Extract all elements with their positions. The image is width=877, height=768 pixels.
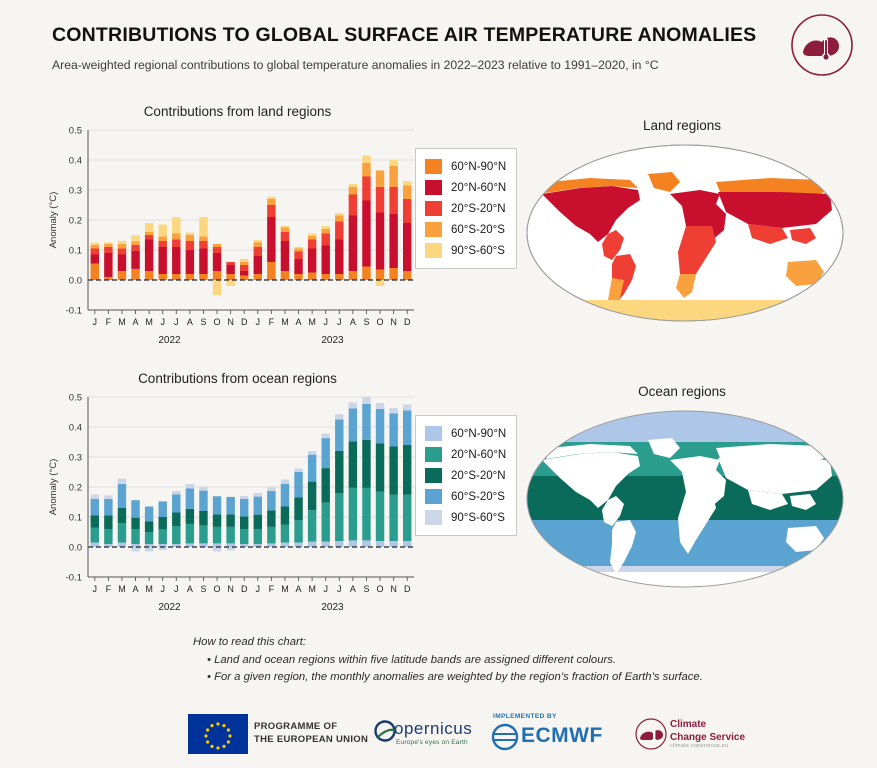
svg-text:M: M <box>281 584 289 594</box>
svg-text:2023: 2023 <box>321 335 344 346</box>
svg-text:O: O <box>213 317 221 327</box>
svg-text:0.1: 0.1 <box>68 512 82 524</box>
svg-text:0.1: 0.1 <box>68 245 82 257</box>
svg-text:M: M <box>118 317 126 327</box>
land-legend <box>415 148 517 269</box>
svg-text:0.2: 0.2 <box>68 215 82 227</box>
svg-text:N: N <box>390 317 397 327</box>
svg-text:A: A <box>349 317 356 327</box>
legend-label: 60°N-90°N <box>451 427 507 440</box>
svg-text:D: D <box>240 584 248 594</box>
header <box>52 24 812 72</box>
legend-item <box>425 486 506 507</box>
page-title: CONTRIBUTIONS TO GLOBAL SURFACE AIR TEMPERATURE ANOMALIES <box>52 24 757 46</box>
land-map-title: Land regions <box>642 118 722 133</box>
legend-swatch <box>425 243 442 258</box>
svg-text:J: J <box>160 317 165 327</box>
eu-line-1: PROGRAMME OF <box>254 721 338 732</box>
copernicus-wordmark: opernicus <box>394 719 473 738</box>
legend-label: 60°N-90°N <box>451 160 507 173</box>
svg-text:F: F <box>105 317 112 327</box>
legend-swatch <box>425 489 442 504</box>
svg-text:O: O <box>376 584 384 594</box>
svg-text:0.5: 0.5 <box>68 392 82 404</box>
svg-text:A: A <box>186 317 193 327</box>
eu-programme-text <box>254 721 368 747</box>
legend-label: 20°S-20°N <box>451 202 506 215</box>
svg-text:0.3: 0.3 <box>68 452 82 464</box>
legend-label: 90°S-60°S <box>451 244 505 257</box>
svg-text:M: M <box>118 584 126 594</box>
svg-text:D: D <box>403 584 411 594</box>
ocean-contributions-chart <box>42 389 422 624</box>
svg-text:O: O <box>376 317 384 327</box>
svg-text:2022: 2022 <box>158 335 181 346</box>
svg-text:0.2: 0.2 <box>68 482 82 494</box>
legend-label: 20°N-60°N <box>451 181 507 194</box>
svg-text:A: A <box>349 584 356 594</box>
svg-text:N: N <box>390 584 397 594</box>
svg-text:Anomaly (°C): Anomaly (°C) <box>48 458 59 516</box>
svg-text:-0.1: -0.1 <box>65 572 82 584</box>
svg-text:J: J <box>255 584 261 594</box>
legend-swatch <box>425 222 442 237</box>
ecmwf-wordmark: ECMWF <box>521 724 603 747</box>
svg-text:J: J <box>92 584 98 594</box>
svg-text:F: F <box>268 317 275 327</box>
legend-label: 60°S-20°S <box>451 223 505 236</box>
notes-bullet-1: • Land and ocean regions within five latitude bands are assigned different colours. <box>207 653 617 666</box>
notes-heading: How to read this chart: <box>193 636 307 648</box>
legend-swatch <box>425 201 442 216</box>
legend-item <box>425 507 506 528</box>
legend-item <box>425 177 506 198</box>
c3s-url: climate.copernicus.eu <box>670 743 729 749</box>
svg-text:0.0: 0.0 <box>68 275 82 287</box>
svg-text:A: A <box>132 584 139 594</box>
land-regions-map <box>520 138 850 328</box>
legend-item <box>425 219 506 240</box>
svg-text:J: J <box>92 317 98 327</box>
legend-swatch <box>425 468 442 483</box>
svg-text:S: S <box>363 317 370 327</box>
land-chart-title: Contributions from land regions <box>143 104 332 119</box>
c3s-line-2: Change Service <box>670 731 746 743</box>
svg-text:J: J <box>337 584 342 594</box>
svg-text:N: N <box>227 317 234 327</box>
svg-text:M: M <box>308 584 316 594</box>
legend-label: 20°N-60°N <box>451 448 507 461</box>
svg-text:M: M <box>308 317 316 327</box>
legend-item <box>425 240 506 261</box>
svg-text:J: J <box>323 317 328 327</box>
land-contributions-chart <box>42 122 422 357</box>
c3s-line-1: Climate <box>670 719 707 730</box>
svg-text:S: S <box>200 317 207 327</box>
how-to-read-notes <box>193 634 703 687</box>
svg-text:J: J <box>160 584 165 594</box>
svg-text:2022: 2022 <box>158 602 181 613</box>
notes-bullet-2: • For a given region, the monthly anomalies are weighted by the region’s fraction of Earth’s surface. <box>207 671 703 683</box>
svg-text:2023: 2023 <box>321 602 344 613</box>
ecmwf-logo <box>489 713 629 755</box>
svg-text:J: J <box>337 317 342 327</box>
svg-text:O: O <box>213 584 221 594</box>
svg-text:0.3: 0.3 <box>68 185 82 197</box>
legend-swatch <box>425 447 442 462</box>
legend-swatch <box>425 426 442 441</box>
svg-text:S: S <box>200 584 207 594</box>
legend-item <box>425 198 506 219</box>
copernicus-logo <box>374 717 504 753</box>
legend-item <box>425 444 506 465</box>
svg-text:A: A <box>132 317 139 327</box>
svg-text:J: J <box>174 317 179 327</box>
svg-text:D: D <box>240 317 248 327</box>
svg-text:F: F <box>105 584 112 594</box>
svg-text:F: F <box>268 584 275 594</box>
svg-text:-0.1: -0.1 <box>65 305 82 317</box>
legend-label: 90°S-60°S <box>451 511 505 524</box>
svg-text:M: M <box>145 584 153 594</box>
svg-text:A: A <box>186 584 193 594</box>
copernicus-tagline: Europe's eyes on Earth <box>396 739 468 746</box>
ocean-regions-map <box>520 404 850 594</box>
svg-text:J: J <box>323 584 328 594</box>
svg-text:S: S <box>363 584 370 594</box>
svg-text:M: M <box>281 317 289 327</box>
ocean-map-title: Ocean regions <box>638 384 726 399</box>
svg-text:0.5: 0.5 <box>68 125 82 137</box>
svg-text:M: M <box>145 317 153 327</box>
svg-text:Anomaly (°C): Anomaly (°C) <box>48 191 59 249</box>
legend-swatch <box>425 159 442 174</box>
climate-change-service-logo-icon <box>789 12 855 78</box>
svg-text:0.0: 0.0 <box>68 542 82 554</box>
legend-item <box>425 465 506 486</box>
legend-swatch <box>425 510 442 525</box>
svg-text:0.4: 0.4 <box>68 422 82 434</box>
svg-text:D: D <box>403 317 411 327</box>
legend-item <box>425 156 506 177</box>
legend-label: 20°S-20°N <box>451 469 506 482</box>
ocean-legend <box>415 415 517 536</box>
svg-text:0.4: 0.4 <box>68 155 82 167</box>
svg-text:J: J <box>174 584 179 594</box>
eu-line-2: THE EUROPEAN UNION <box>254 733 369 745</box>
c3s-name <box>670 719 745 744</box>
svg-text:A: A <box>295 584 302 594</box>
implemented-by-label: IMPLEMENTED BY <box>493 713 557 720</box>
footer <box>0 705 877 765</box>
legend-label: 60°S-20°S <box>451 490 505 503</box>
svg-text:A: A <box>295 317 302 327</box>
svg-text:N: N <box>227 584 234 594</box>
svg-text:J: J <box>255 317 261 327</box>
legend-item <box>425 423 506 444</box>
c3s-footer-logo <box>634 715 764 755</box>
page-subtitle: Area-weighted regional contributions to global temperature anomalies in 2022–2023 relative to 1991–2020, in °C <box>52 58 659 72</box>
ocean-chart-title: Contributions from ocean regions <box>138 371 337 386</box>
legend-swatch <box>425 180 442 195</box>
eu-flag-icon <box>188 714 248 754</box>
